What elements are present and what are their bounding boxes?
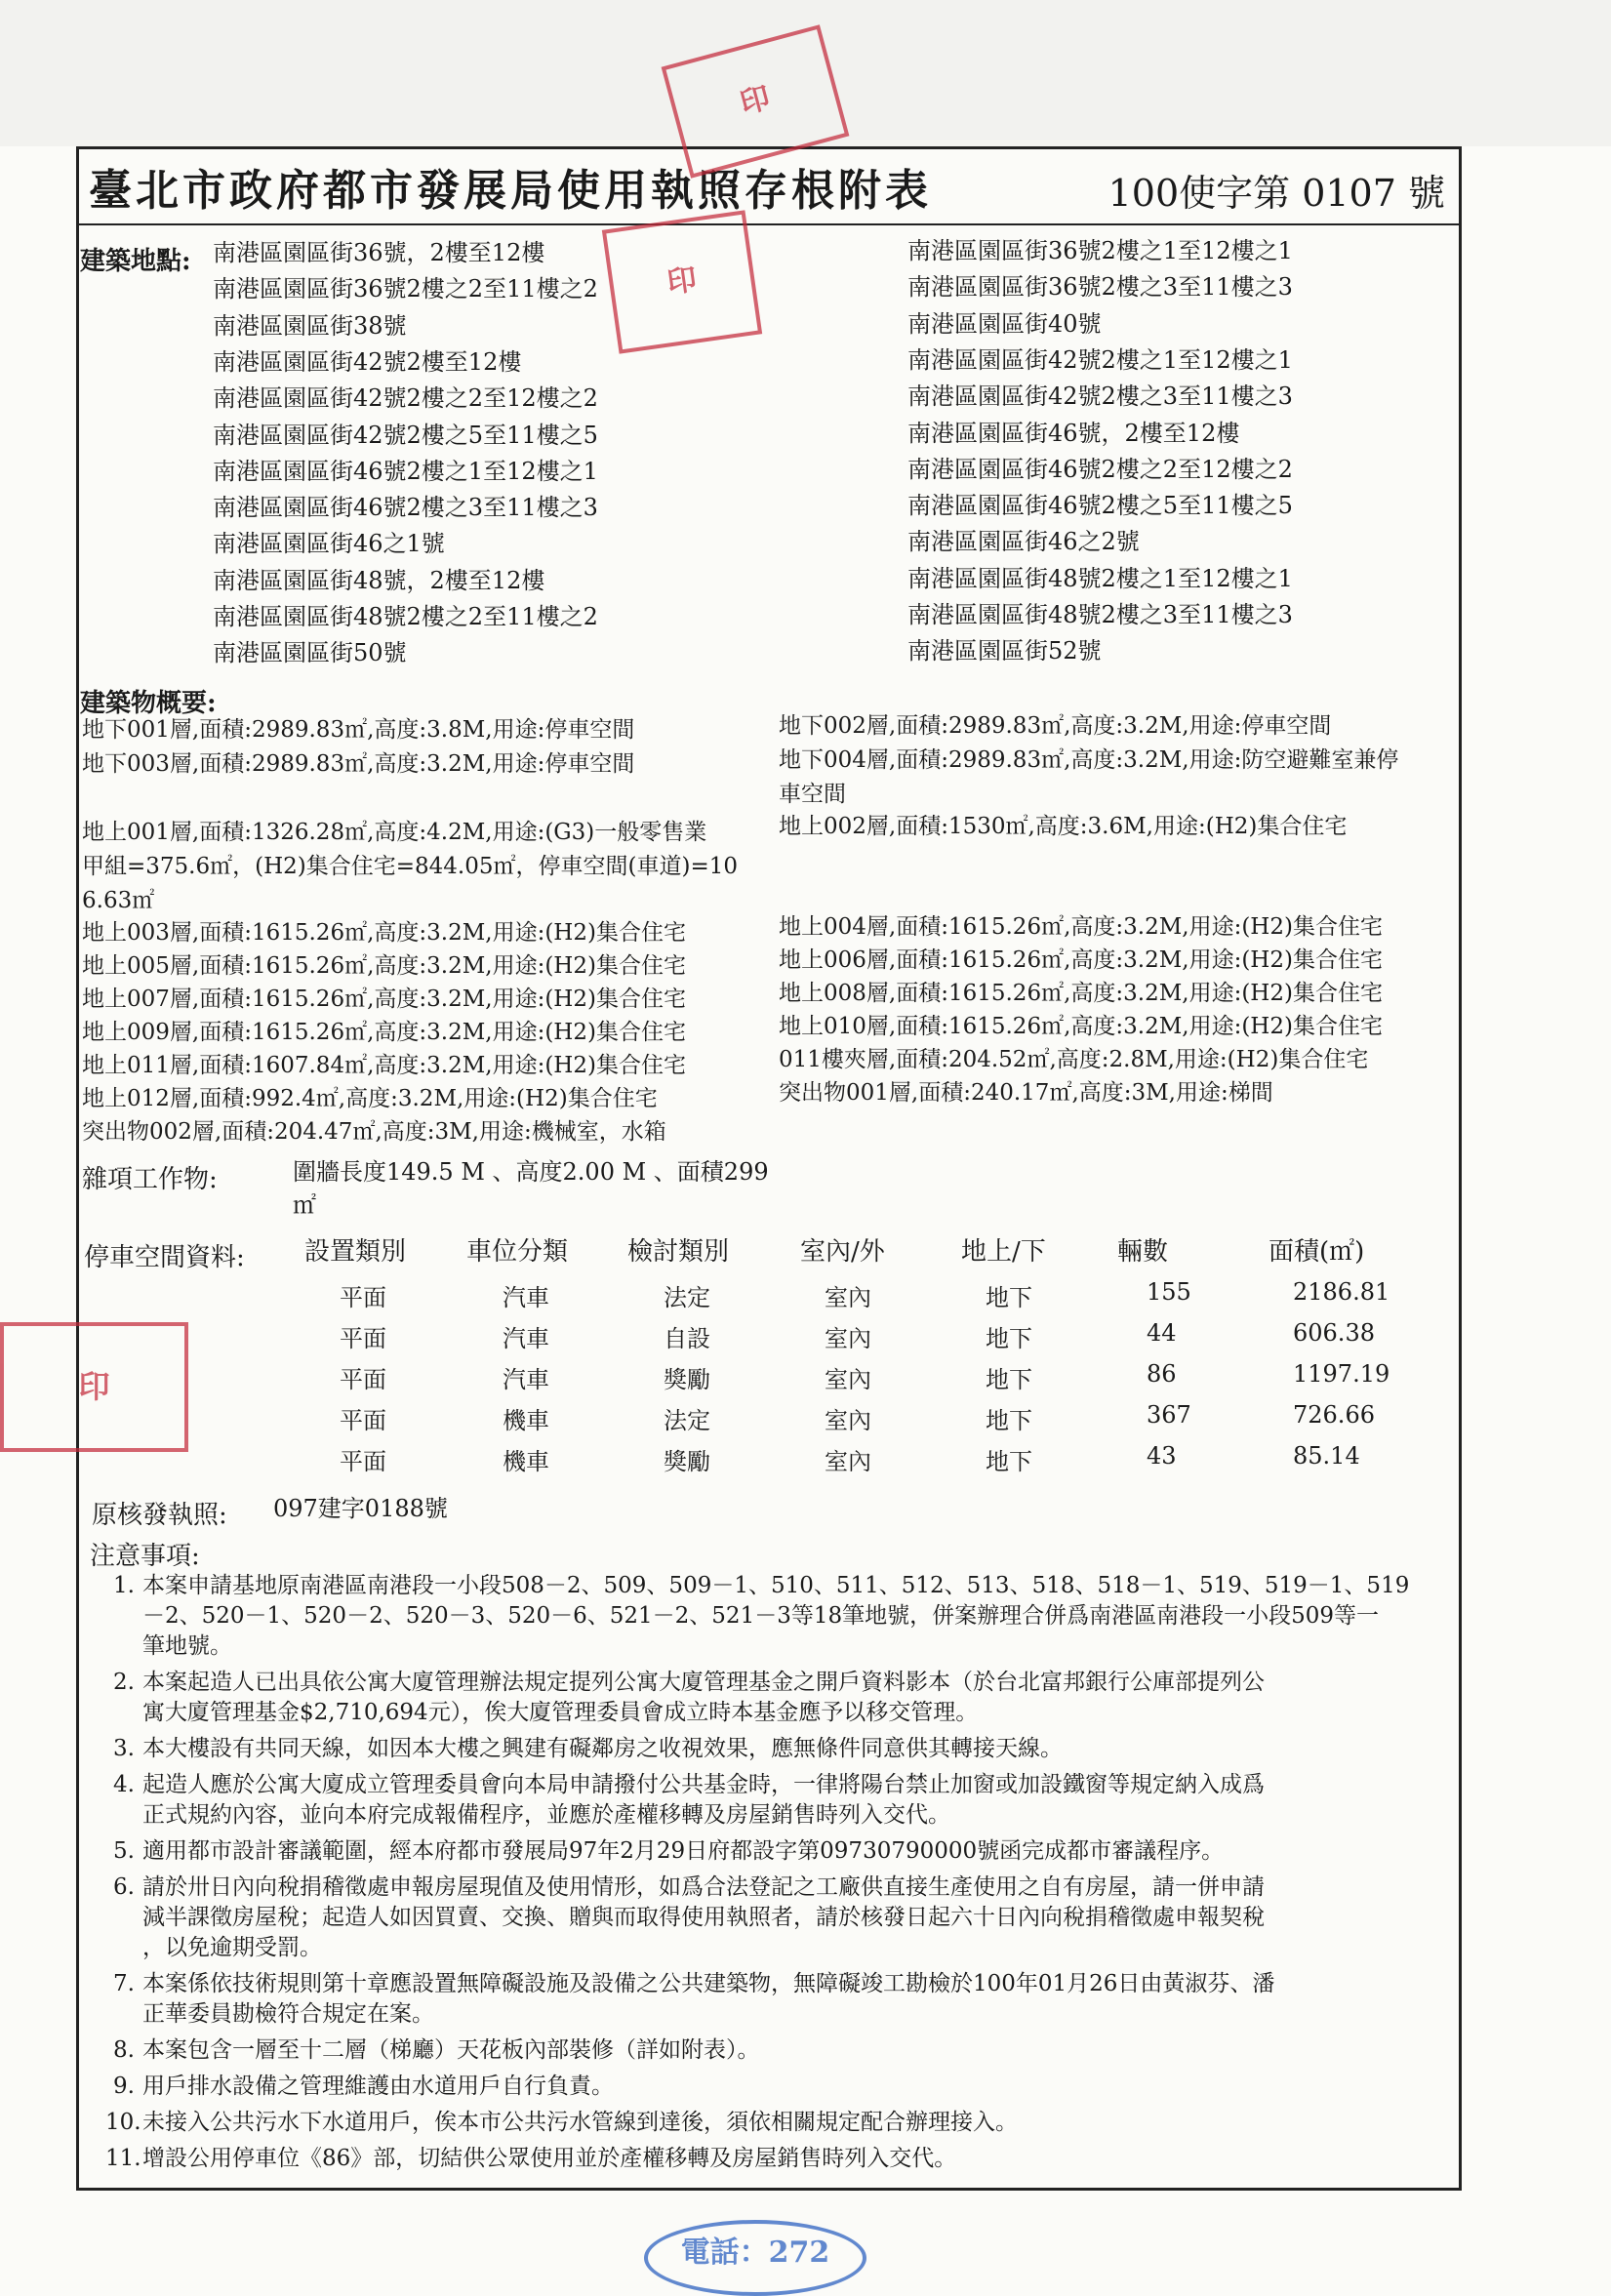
parking-cell: 2186.81 xyxy=(1293,1278,1390,1306)
note-item xyxy=(113,1873,1499,1963)
parking-cell: 機車 xyxy=(503,1448,549,1475)
note-item xyxy=(113,1571,1499,1662)
note-text: 未接入公共污水下水道用戶，俟本市公共污水管線到達後，須依相關規定配合辦理接入。 xyxy=(142,2110,1018,2135)
overview-line: 地上001層,面積:1326.28㎡,高度:4.2M,用途:(G3)一般零售業 xyxy=(82,820,707,845)
permit-number: 100使字第 0107 號 xyxy=(1108,172,1445,215)
location-item: 南港區園區街42號2樓之3至11樓之3 xyxy=(907,383,1293,411)
parking-header: 地上/下 xyxy=(961,1237,1046,1267)
parking-cell: 法定 xyxy=(664,1284,710,1311)
location-item: 南港區園區街36號2樓之1至12樓之1 xyxy=(907,237,1293,264)
overview-line: 地下004層,面積:2989.83㎡,高度:3.2M,用途:防空避難室兼停 xyxy=(779,747,1399,773)
note-text: 本大樓設有共同天線，如因本大樓之興建有礙鄰房之收視效果，應無條件同意供其轉接天線。 xyxy=(142,1736,1063,1761)
location-item: 南港區園區街36號2樓之2至11樓之2 xyxy=(213,275,598,303)
location-item: 南港區園區街40號 xyxy=(907,309,1102,338)
parking-cell: 地下 xyxy=(986,1366,1032,1393)
red-seal-stamp-left: 印 xyxy=(0,1322,188,1452)
parking-cell: 平面 xyxy=(340,1407,386,1434)
location-item: 南港區園區街42號2樓之1至12樓之1 xyxy=(907,345,1293,374)
overview-line: 地上006層,面積:1615.26㎡,高度:3.2M,用途:(H2)集合住宅 xyxy=(779,947,1383,973)
location-item: 南港區園區街50號 xyxy=(213,639,407,667)
note-number: 6. xyxy=(113,1874,135,1900)
parking-cell: 獎勵 xyxy=(664,1448,710,1475)
document-title: 臺北市政府都市發展局使用執照存根附表 xyxy=(89,166,932,216)
overview-line: 地上011層,面積:1607.84㎡,高度:3.2M,用途:(H2)集合住宅 xyxy=(82,1053,686,1078)
location-item: 南港區園區街48號2樓之2至11樓之2 xyxy=(213,603,598,630)
parking-header: 輛數 xyxy=(1117,1237,1169,1267)
parking-cell: 平面 xyxy=(340,1366,386,1393)
parking-cell: 平面 xyxy=(340,1448,386,1475)
note-text: 本案係依技術規則第十章應設置無障礙設施及設備之公共建築物，無障礙竣工勘檢於100年01月26日由黃淑芬、潘 正華委員勘檢符合規定在案。 xyxy=(142,1971,1275,2027)
location-item: 南港區園區街48號，2樓至12樓 xyxy=(213,566,545,594)
parking-cell: 室內 xyxy=(825,1448,871,1475)
location-item: 南港區園區街46號，2樓至12樓 xyxy=(907,419,1240,447)
parking-cell: 平面 xyxy=(340,1284,386,1311)
note-number: 4. xyxy=(113,1772,135,1797)
parking-cell: 自設 xyxy=(664,1325,710,1352)
overview-line: 地上007層,面積:1615.26㎡,高度:3.2M,用途:(H2)集合住宅 xyxy=(82,987,686,1012)
parking-cell: 室內 xyxy=(825,1325,871,1352)
parking-header: 室內/外 xyxy=(800,1237,885,1267)
location-item: 南港區園區街46之2號 xyxy=(907,528,1140,556)
overview-line: 地上010層,面積:1615.26㎡,高度:3.2M,用途:(H2)集合住宅 xyxy=(779,1014,1383,1039)
overview-line: 6.63㎡ xyxy=(82,888,155,913)
parking-cell: 平面 xyxy=(340,1325,386,1352)
parking-cell: 85.14 xyxy=(1293,1442,1360,1470)
overview-line: 地上009層,面積:1615.26㎡,高度:3.2M,用途:(H2)集合住宅 xyxy=(82,1020,686,1045)
overview-line: 車空間 xyxy=(779,782,846,807)
misc-label: 雜項工作物: xyxy=(82,1165,218,1194)
parking-cell: 86 xyxy=(1147,1360,1177,1388)
parking-header: 面積(㎡) xyxy=(1269,1237,1365,1267)
overview-line: 地上002層,面積:1530㎡,高度:3.6M,用途:(H2)集合住宅 xyxy=(779,814,1348,839)
note-item xyxy=(113,1770,1499,1831)
parking-cell: 367 xyxy=(1147,1401,1191,1429)
overview-line: 地上012層,面積:992.4㎡,高度:3.2M,用途:(H2)集合住宅 xyxy=(82,1086,658,1111)
location-label: 建築地點: xyxy=(80,247,191,276)
overview-line: 突出物002層,面積:204.47㎡,高度:3M,用途:機械室，水箱 xyxy=(82,1119,666,1145)
parking-cell: 地下 xyxy=(986,1448,1032,1475)
original-permit-label: 原核發執照: xyxy=(92,1501,227,1530)
note-text: 增設公用停車位《86》部，切結供公眾使用並於產權移轉及房屋銷售時列入交代。 xyxy=(142,2146,957,2171)
location-item: 南港區園區街48號2樓之1至12樓之1 xyxy=(907,564,1293,592)
overview-line: 地上004層,面積:1615.26㎡,高度:3.2M,用途:(H2)集合住宅 xyxy=(779,914,1383,940)
note-text: 適用都市設計審議範圍，經本府都市發展局97年2月29日府都設字第09730790000號函完成都市審議程序。 xyxy=(142,1838,1225,1864)
note-item xyxy=(105,2108,1499,2138)
note-item xyxy=(113,2035,1499,2066)
misc-text: 圍牆長度149.5 M 、高度2.00 M 、面積299 xyxy=(293,1158,769,1186)
location-item: 南港區園區街46號2樓之1至12樓之1 xyxy=(213,457,598,485)
note-number: 8. xyxy=(113,2037,135,2063)
parking-cell: 44 xyxy=(1147,1319,1177,1347)
note-item xyxy=(113,1836,1499,1867)
note-number: 7. xyxy=(113,1971,135,1996)
overview-label: 建築物概要: xyxy=(80,689,217,718)
parking-cell: 1197.19 xyxy=(1293,1360,1390,1388)
location-item: 南港區園區街42號2樓至12樓 xyxy=(213,347,522,376)
note-number: 3. xyxy=(113,1736,135,1761)
location-item: 南港區園區街52號 xyxy=(907,637,1102,665)
note-item xyxy=(113,2072,1499,2102)
note-text: 用戶排水設備之管理維護由水道用戶自行負責。 xyxy=(142,2074,614,2099)
location-item: 南港區園區街36號，2樓至12樓 xyxy=(213,239,545,266)
overview-line: 甲組=375.6㎡，(H2)集合住宅=844.05㎡，停車空間(車道)=10 xyxy=(82,854,738,879)
note-item xyxy=(113,1734,1499,1764)
red-seal-stamp-mid: 印 xyxy=(602,210,762,353)
overview-line: 突出物001層,面積:240.17㎡,高度:3M,用途:梯間 xyxy=(779,1080,1273,1106)
overview-line: 地上008層,面積:1615.26㎡,高度:3.2M,用途:(H2)集合住宅 xyxy=(779,981,1383,1006)
parking-cell: 獎勵 xyxy=(664,1366,710,1393)
parking-cell: 43 xyxy=(1147,1442,1177,1470)
location-item: 南港區園區街36號2樓之3至11樓之3 xyxy=(907,273,1293,302)
misc-text-unit: ㎡ xyxy=(293,1191,316,1219)
location-item: 南港區園區街38號 xyxy=(213,311,407,340)
note-item xyxy=(113,1668,1499,1728)
location-item: 南港區園區街46號2樓之5至11樓之5 xyxy=(907,492,1293,520)
parking-cell: 法定 xyxy=(664,1407,710,1434)
parking-header: 檢討類別 xyxy=(627,1237,730,1267)
red-seal-stamp-top: 印 xyxy=(662,24,850,178)
note-text: 起造人應於公寓大廈成立管理委員會向本局申請撥付公共基金時，一律將陽台禁止加窗或加設鐵窗等規定納入成爲 正式規約內容，並向本府完成報備程序，並應於產權移轉及房屋銷售時列入交代。 xyxy=(142,1772,1265,1828)
parking-cell: 地下 xyxy=(986,1407,1032,1434)
location-item: 南港區園區街48號2樓之3至11樓之3 xyxy=(907,601,1293,628)
parking-cell: 地下 xyxy=(986,1325,1032,1352)
parking-cell: 室內 xyxy=(825,1407,871,1434)
parking-cell: 155 xyxy=(1147,1278,1191,1306)
parking-cell: 汽車 xyxy=(503,1366,549,1393)
note-number: 9. xyxy=(113,2074,135,2099)
parking-cell: 汽車 xyxy=(503,1284,549,1311)
location-item: 南港區園區街42號2樓之2至12樓之2 xyxy=(213,384,598,413)
parking-header: 設置類別 xyxy=(304,1237,407,1267)
note-text: 本案申請基地原南港區南港段一小段508－2、509、509－1、510、511、512、513、518、518－1、519、519－1、519 －2、520－1、520－2、520－3、520－6、521－2、521－3等18筆地號，併案辦理合併爲南港區南港段一小段509等一 筆地號。 xyxy=(142,1573,1410,1659)
note-item xyxy=(105,2144,1499,2174)
blue-phone-seal: 電話：272 xyxy=(644,2220,866,2296)
overview-line: 地下002層,面積:2989.83㎡,高度:3.2M,用途:停車空間 xyxy=(779,713,1332,739)
parking-cell: 726.66 xyxy=(1293,1401,1375,1429)
overview-line: 地下003層,面積:2989.83㎡,高度:3.2M,用途:停車空間 xyxy=(82,751,635,777)
note-text: 本案包含一層至十二層（梯廳）天花板內部裝修（詳如附表）。 xyxy=(142,2037,760,2063)
overview-line: 地下001層,面積:2989.83㎡,高度:3.8M,用途:停車空間 xyxy=(82,717,635,743)
parking-header: 車位分類 xyxy=(466,1237,569,1267)
notes-label: 注意事項: xyxy=(90,1542,200,1571)
note-item xyxy=(113,1969,1499,2030)
overview-line: 地上003層,面積:1615.26㎡,高度:3.2M,用途:(H2)集合住宅 xyxy=(82,920,686,946)
parking-cell: 汽車 xyxy=(503,1325,549,1352)
parking-cell: 機車 xyxy=(503,1407,549,1434)
note-text: 本案起造人已出具依公寓大廈管理辦法規定提列公寓大廈管理基金之開戶資料影本（於台北富邦銀行公庫部提列公 寓大廈管理基金$2,710,694元），俟大廈管理委員會成立時本基金應予以移交管理。 xyxy=(142,1670,1265,1725)
parking-cell: 室內 xyxy=(825,1284,871,1311)
location-item: 南港區園區街46之1號 xyxy=(213,530,445,558)
overview-line: 011樓夾層,面積:204.52㎡,高度:2.8M,用途:(H2)集合住宅 xyxy=(779,1047,1369,1072)
parking-cell: 606.38 xyxy=(1293,1319,1375,1347)
note-number: 11. xyxy=(105,2146,141,2171)
note-number: 2. xyxy=(113,1670,135,1695)
location-item: 南港區園區街46號2樓之3至11樓之3 xyxy=(213,494,598,522)
parking-label: 停車空間資料: xyxy=(84,1243,245,1272)
note-number: 10. xyxy=(105,2110,141,2135)
title-bar xyxy=(79,149,1459,225)
note-number: 1. xyxy=(113,1573,135,1598)
overview-line: 地上005層,面積:1615.26㎡,高度:3.2M,用途:(H2)集合住宅 xyxy=(82,953,686,979)
original-permit-value: 097建字0188號 xyxy=(273,1495,448,1522)
parking-cell: 室內 xyxy=(825,1366,871,1393)
location-item: 南港區園區街46號2樓之2至12樓之2 xyxy=(907,455,1293,483)
location-item: 南港區園區街42號2樓之5至11樓之5 xyxy=(213,421,598,449)
note-number: 5. xyxy=(113,1838,135,1864)
parking-cell: 地下 xyxy=(986,1284,1032,1311)
note-text: 請於卅日內向稅捐稽徵處申報房屋現值及使用情形，如爲合法登記之工廠供直接生產使用之自有房屋，請一併申請 減半課徵房屋稅；起造人如因買賣、交換、贈與而取得使用執照者，請於核發日起六十日內向稅捐稽徵處申報契稅 ，以免逾期受罰。 xyxy=(142,1874,1265,1960)
